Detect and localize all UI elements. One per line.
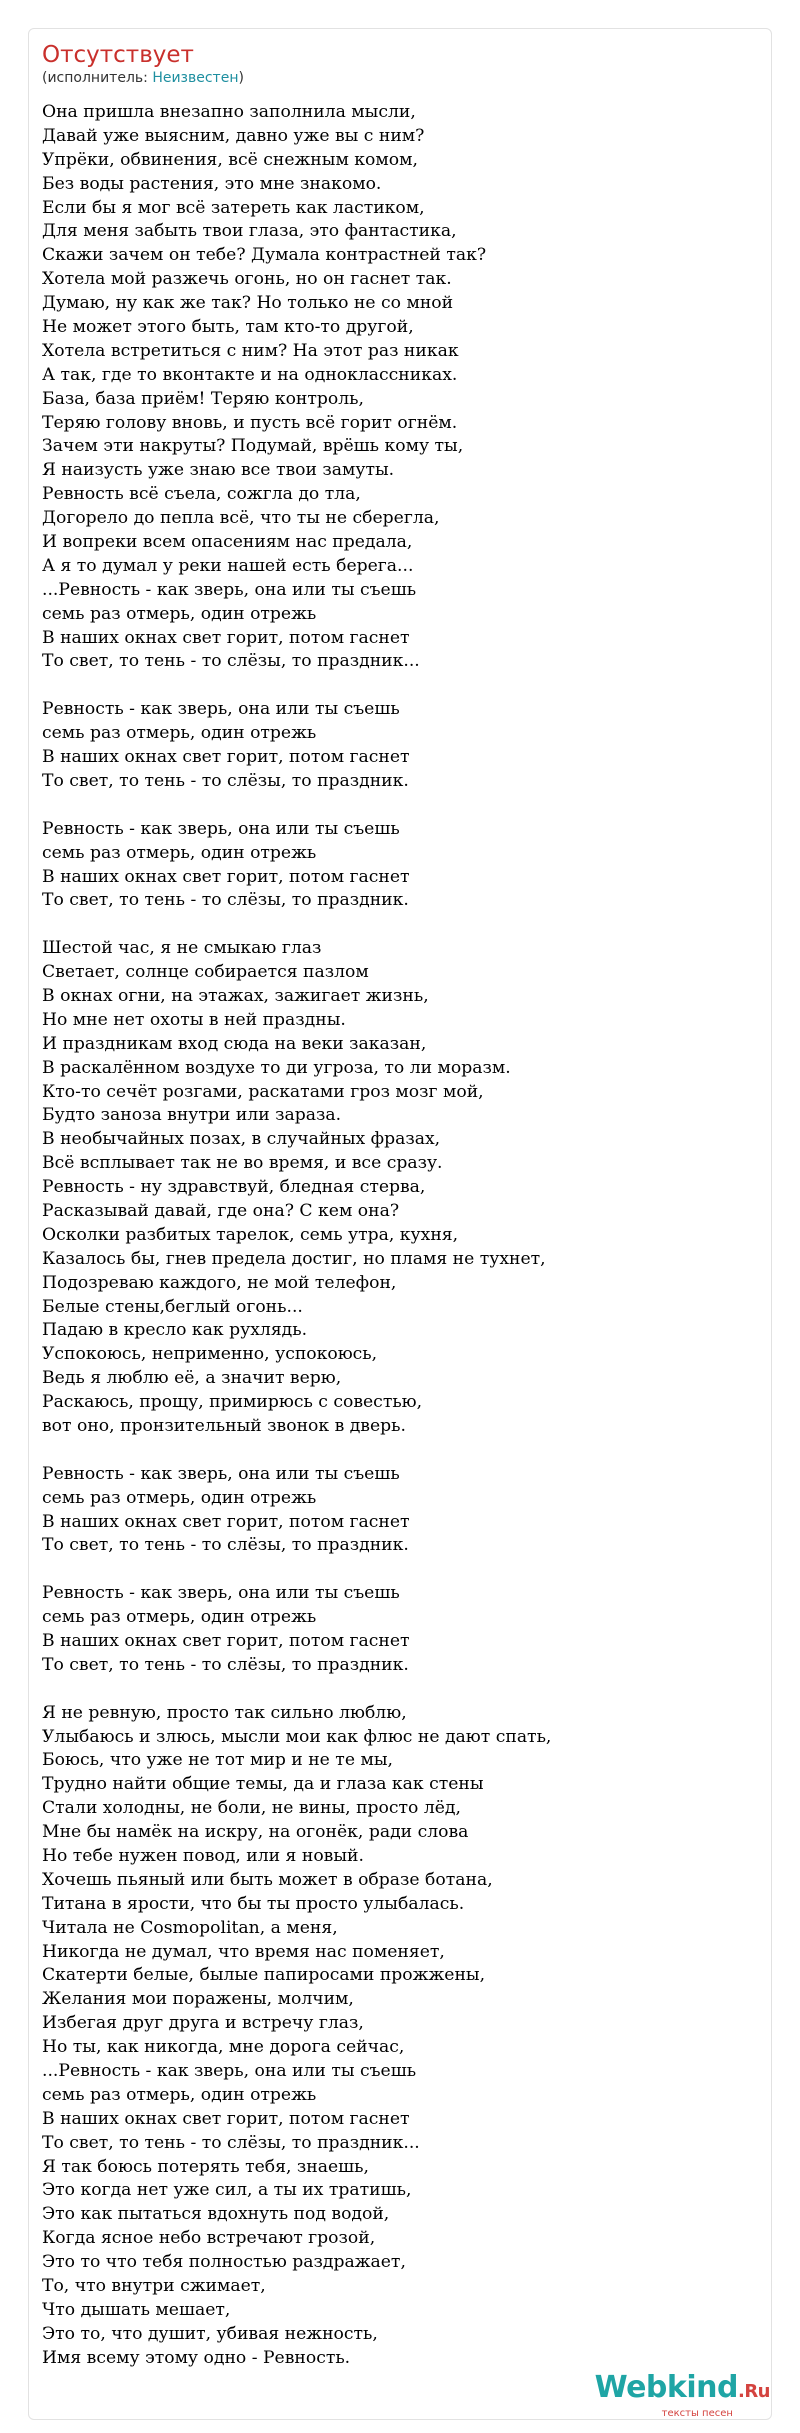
- lyric-line: И вопреки всем опасениям нас предала,: [42, 532, 413, 553]
- logo-tld: .Ru: [737, 2381, 770, 2402]
- lyric-line: Раскаюсь, прощу, примирюсь с совестью,: [42, 1392, 423, 1413]
- lyric-line: То, что внутри сжимает,: [42, 2276, 266, 2297]
- lyric-line: семь раз отмерь, один отрежь: [42, 2084, 317, 2105]
- lyric-line: Трудно найти общие темы, да и глаза как стены: [42, 1774, 484, 1795]
- lyric-line: То свет, то тень - то слёзы, то праздник...: [42, 651, 420, 672]
- lyric-line: В раскалённом воздухе то ди угроза, то ли моразм.: [42, 1057, 511, 1078]
- artist-link[interactable]: Неизвестен: [152, 70, 239, 86]
- lyric-line: Скажи зачем он тебе? Думала контрастней так?: [42, 245, 487, 266]
- lyric-line: [42, 913, 762, 937]
- lyric-line: В наших окнах свет горит, потом гаснет: [42, 1511, 410, 1532]
- lyric-line: Желания мои поражены, молчим,: [42, 1989, 354, 2010]
- logo-wordmark: [595, 2372, 770, 2408]
- lyric-line: То свет, то тень - то слёзы, то праздник...: [42, 2132, 420, 2153]
- lyric-line: Без воды растения, это мне знакомо.: [42, 173, 382, 194]
- lyric-line: Это как пытаться вдохнуть под водой,: [42, 2204, 390, 2225]
- artist-prefix: (исполнитель:: [42, 70, 153, 86]
- lyric-line: Будто заноза внутри или зараза.: [42, 1105, 342, 1126]
- lyric-line: Для меня забыть твои глаза, это фантастика,: [42, 221, 457, 242]
- lyric-line: [42, 1558, 762, 1582]
- lyric-line: Читала не Cosmopolitan, а меня,: [42, 1917, 338, 1938]
- lyric-line: Не может этого быть, там кто-то другой,: [42, 317, 414, 338]
- lyric-line: Ревность - как зверь, она или ты съешь: [42, 818, 400, 839]
- logo-tagline: тексты песен: [661, 2408, 733, 2419]
- artist-line: [42, 69, 244, 87]
- lyric-line: Это когда нет уже сил, а ты их тратишь,: [42, 2180, 412, 2201]
- lyric-line: Теряю голову вновь, и пусть всё горит огнём.: [42, 412, 458, 433]
- lyric-line: Подозреваю каждого, не мой телефон,: [42, 1272, 397, 1293]
- lyric-line: семь раз отмерь, один отрежь: [42, 842, 317, 863]
- lyric-line: А так, где то вконтакте и на одноклассниках.: [42, 364, 458, 385]
- lyric-line: А я то думал у реки нашей есть берега...: [42, 555, 414, 576]
- lyric-line: Ревность всё съела, сожгла до тла,: [42, 484, 361, 505]
- lyric-line: Если бы я мог всё затереть как ластиком,: [42, 197, 425, 218]
- lyric-line: Успокоюсь, неприменно, успокоюсь,: [42, 1344, 378, 1365]
- lyric-line: Упрёки, обвинения, всё снежным комом,: [42, 149, 418, 170]
- lyric-line: Но ты, как никогда, мне дорога сейчас,: [42, 2037, 405, 2058]
- lyric-line: Боюсь, что уже не тот мир и не те мы,: [42, 1750, 393, 1771]
- lyric-line: Белые стены,беглый огонь...: [42, 1296, 303, 1317]
- lyric-line: семь раз отмерь, один отрежь: [42, 1487, 317, 1508]
- lyric-line: Всё всплывает так не во время, и все сразу.: [42, 1153, 443, 1174]
- lyric-line: Ревность - как зверь, она или ты съешь: [42, 699, 400, 720]
- lyric-line: Хотела встретиться с ним? На этот раз никак: [42, 340, 459, 361]
- logo-name: Webkind: [594, 2370, 738, 2405]
- lyric-line: Ревность - ну здравствуй, бледная стерва,: [42, 1177, 426, 1198]
- lyric-line: ...Ревность - как зверь, она или ты съешь: [42, 2061, 417, 2082]
- lyric-line: Ведь я люблю её, а значит верю,: [42, 1368, 342, 1389]
- lyric-line: Хотела мой разжечь огонь, но он гаснет так.: [42, 269, 452, 290]
- lyric-line: В окнах огни, на этажах, зажигает жизнь,: [42, 985, 429, 1006]
- lyric-line: Никогда не думал, что время нас поменяет,: [42, 1941, 445, 1962]
- lyric-line: То свет, то тень - то слёзы, то праздник.: [42, 1535, 409, 1556]
- lyric-line: ...Ревность - как зверь, она или ты съешь: [42, 579, 417, 600]
- lyric-line: В наших окнах свет горит, потом гаснет: [42, 866, 410, 887]
- lyric-line: В необычайных позах, в случайных фразах,: [42, 1129, 441, 1150]
- lyric-line: семь раз отмерь, один отрежь: [42, 1607, 317, 1628]
- lyric-line: Думаю, ну как же так? Но только не со мной: [42, 293, 454, 314]
- lyric-line: То свет, то тень - то слёзы, то праздник.: [42, 770, 409, 791]
- lyric-line: Осколки разбитых тарелок, семь утра, кухня,: [42, 1224, 459, 1245]
- lyric-line: Это то что тебя полностью раздражает,: [42, 2252, 406, 2273]
- lyric-line: Ревность - как зверь, она или ты съешь: [42, 1583, 400, 1604]
- lyric-line: В наших окнах свет горит, потом гаснет: [42, 747, 410, 768]
- lyric-line: Давай уже выясним, давно уже вы с ним?: [42, 125, 425, 146]
- lyric-line: Светает, солнце собирается пазлом: [42, 962, 369, 983]
- lyric-line: Шестой час, я не смыкаю глаз: [42, 938, 322, 959]
- artist-suffix: ): [238, 70, 244, 86]
- lyric-line: Догорело до пепла всё, что ты не сберегла,: [42, 508, 440, 529]
- lyric-line: [42, 1439, 762, 1463]
- lyric-line: В наших окнах свет горит, потом гаснет: [42, 2108, 410, 2129]
- lyric-line: Она пришла внезапно заполнила мысли,: [42, 102, 416, 122]
- lyric-line: Титана в ярости, что бы ты просто улыбалась.: [42, 1893, 465, 1914]
- lyric-line: [42, 794, 762, 818]
- lyric-line: Я наизусть уже знаю все твои замуты.: [42, 460, 395, 481]
- lyric-line: вот оно, пронзительный звонок в дверь.: [42, 1415, 406, 1436]
- lyric-line: Ревность - как зверь, она или ты съешь: [42, 1463, 400, 1484]
- lyric-line: Улыбаюсь и злюсь, мысли мои как флюс не дают спать,: [42, 1726, 552, 1747]
- lyric-line: семь раз отмерь, один отрежь: [42, 603, 317, 624]
- lyric-line: Хочешь пьяный или быть может в образе ботана,: [42, 1869, 493, 1890]
- lyric-line: семь раз отмерь, один отрежь: [42, 723, 317, 744]
- lyric-line: Это то, что душит, убивая нежность,: [42, 2323, 378, 2344]
- lyric-line: Что дышать мешает,: [42, 2299, 231, 2320]
- lyric-line: Скатерти белые, былые папиросами прожжены,: [42, 1965, 486, 1986]
- song-title: Отсутствует: [42, 42, 194, 68]
- lyric-line: База, база приём! Теряю контроль,: [42, 388, 364, 409]
- lyric-line: Падаю в кресло как рухлядь.: [42, 1320, 308, 1341]
- lyric-line: [42, 1678, 762, 1702]
- lyric-line: Избегая друг друга и встречу глаз,: [42, 2013, 364, 2034]
- lyric-line: Казалось бы, гнев предела достиг, но пламя не тухнет,: [42, 1248, 546, 1269]
- lyric-line: Но мне нет охоты в ней праздны.: [42, 1009, 346, 1030]
- webkind-logo[interactable]: [595, 2372, 770, 2420]
- lyric-line: [42, 674, 762, 698]
- lyric-line: В наших окнах свет горит, потом гаснет: [42, 627, 410, 648]
- lyric-line: Имя всему этому одно - Ревность.: [42, 2347, 351, 2368]
- lyric-line: Стали холодны, не боли, не вины, просто лёд,: [42, 1798, 461, 1819]
- lyric-line: Кто-то сечёт розгами, раскатами гроз мозг мой,: [42, 1081, 484, 1102]
- lyric-line: То свет, то тень - то слёзы, то праздник.: [42, 1654, 409, 1675]
- lyric-line: Я не ревную, просто так сильно люблю,: [42, 1702, 407, 1723]
- lyric-line: Когда ясное небо встречают грозой,: [42, 2228, 376, 2249]
- lyric-line: То свет, то тень - то слёзы, то праздник.: [42, 890, 409, 911]
- lyric-line: Зачем эти накруты? Подумай, врёшь кому ты,: [42, 436, 464, 457]
- lyric-line: Мне бы намёк на искру, на огонёк, ради слова: [42, 1822, 469, 1843]
- lyric-line: В наших окнах свет горит, потом гаснет: [42, 1631, 410, 1651]
- lyric-line: И праздникам вход сюда на веки заказан,: [42, 1033, 427, 1054]
- lyric-line: Я так боюсь потерять тебя, знаешь,: [42, 2156, 369, 2177]
- lyric-line: Расказывай давай, где она? С кем она?: [42, 1200, 400, 1221]
- lyrics-text: [42, 101, 762, 2371]
- lyric-line: Но тебе нужен повод, или я новый.: [42, 1846, 364, 1867]
